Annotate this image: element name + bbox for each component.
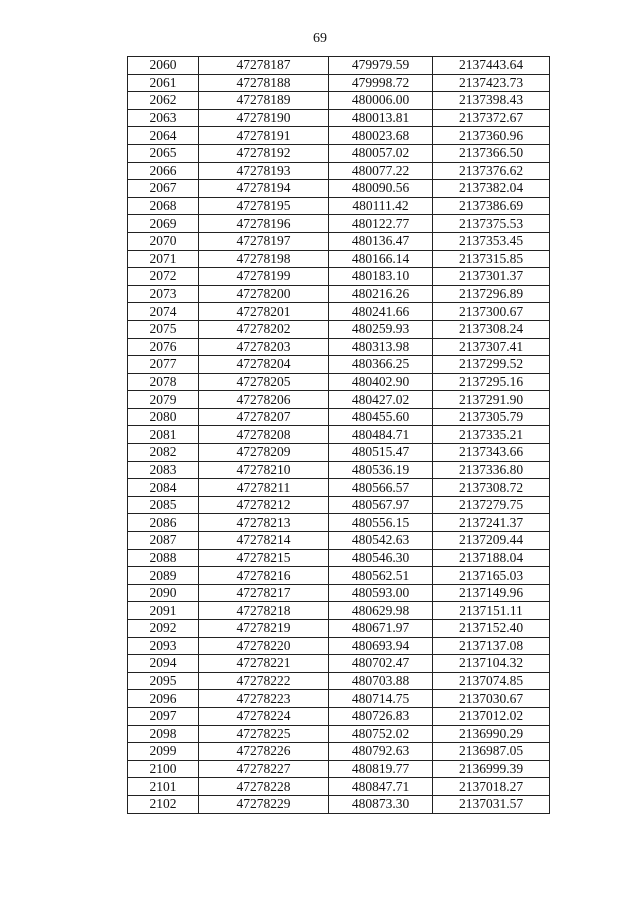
x-coordinate-cell: 480567.97 [329, 496, 433, 514]
point-id-cell: 47278226 [199, 743, 329, 761]
point-id-cell: 47278187 [199, 57, 329, 75]
point-number-cell: 2078 [128, 373, 199, 391]
y-coordinate-cell: 2137315.85 [433, 250, 550, 268]
table-row [128, 637, 550, 655]
point-id-cell: 47278217 [199, 584, 329, 602]
point-number-cell: 2090 [128, 584, 199, 602]
point-number-cell: 2093 [128, 637, 199, 655]
point-id-cell: 47278201 [199, 303, 329, 321]
x-coordinate-cell: 480752.02 [329, 725, 433, 743]
table-row [128, 549, 550, 567]
point-id-cell: 47278198 [199, 250, 329, 268]
y-coordinate-cell: 2137137.08 [433, 637, 550, 655]
point-number-cell: 2100 [128, 760, 199, 778]
point-id-cell: 47278222 [199, 672, 329, 690]
point-id-cell: 47278224 [199, 707, 329, 725]
y-coordinate-cell: 2137209.44 [433, 532, 550, 550]
point-number-cell: 2063 [128, 109, 199, 127]
point-number-cell: 2096 [128, 690, 199, 708]
point-number-cell: 2071 [128, 250, 199, 268]
point-number-cell: 2086 [128, 514, 199, 532]
y-coordinate-cell: 2137386.69 [433, 197, 550, 215]
x-coordinate-cell: 480792.63 [329, 743, 433, 761]
point-number-cell: 2102 [128, 795, 199, 813]
x-coordinate-cell: 480556.15 [329, 514, 433, 532]
y-coordinate-cell: 2137398.43 [433, 92, 550, 110]
x-coordinate-cell: 480090.56 [329, 180, 433, 198]
table-row [128, 373, 550, 391]
x-coordinate-cell: 480455.60 [329, 408, 433, 426]
table-row [128, 496, 550, 514]
point-id-cell: 47278202 [199, 320, 329, 338]
x-coordinate-cell: 479998.72 [329, 74, 433, 92]
y-coordinate-cell: 2137366.50 [433, 144, 550, 162]
x-coordinate-cell: 480111.42 [329, 197, 433, 215]
table-row [128, 92, 550, 110]
y-coordinate-cell: 2137335.21 [433, 426, 550, 444]
point-id-cell: 47278200 [199, 285, 329, 303]
x-coordinate-cell: 480013.81 [329, 109, 433, 127]
x-coordinate-cell: 480166.14 [329, 250, 433, 268]
point-number-cell: 2097 [128, 707, 199, 725]
table-row [128, 408, 550, 426]
x-coordinate-cell: 480546.30 [329, 549, 433, 567]
y-coordinate-cell: 2137305.79 [433, 408, 550, 426]
y-coordinate-cell: 2137151.11 [433, 602, 550, 620]
table-row [128, 268, 550, 286]
x-coordinate-cell: 480873.30 [329, 795, 433, 813]
point-id-cell: 47278208 [199, 426, 329, 444]
table-row [128, 461, 550, 479]
point-number-cell: 2101 [128, 778, 199, 796]
y-coordinate-cell: 2136987.05 [433, 743, 550, 761]
point-number-cell: 2062 [128, 92, 199, 110]
table-row [128, 356, 550, 374]
y-coordinate-cell: 2137188.04 [433, 549, 550, 567]
point-number-cell: 2065 [128, 144, 199, 162]
x-coordinate-cell: 480366.25 [329, 356, 433, 374]
point-number-cell: 2082 [128, 444, 199, 462]
y-coordinate-cell: 2137031.57 [433, 795, 550, 813]
table-row [128, 795, 550, 813]
x-coordinate-cell: 480241.66 [329, 303, 433, 321]
table-row [128, 144, 550, 162]
table-row [128, 725, 550, 743]
x-coordinate-cell: 480703.88 [329, 672, 433, 690]
point-id-cell: 47278193 [199, 162, 329, 180]
x-coordinate-cell: 480542.63 [329, 532, 433, 550]
point-id-cell: 47278223 [199, 690, 329, 708]
y-coordinate-cell: 2137301.37 [433, 268, 550, 286]
x-coordinate-cell: 480562.51 [329, 567, 433, 585]
y-coordinate-cell: 2137074.85 [433, 672, 550, 690]
table-row [128, 690, 550, 708]
y-coordinate-cell: 2137336.80 [433, 461, 550, 479]
table-row [128, 338, 550, 356]
point-number-cell: 2081 [128, 426, 199, 444]
x-coordinate-cell: 480216.26 [329, 285, 433, 303]
y-coordinate-cell: 2137241.37 [433, 514, 550, 532]
point-id-cell: 47278196 [199, 215, 329, 233]
point-id-cell: 47278212 [199, 496, 329, 514]
point-id-cell: 47278211 [199, 479, 329, 497]
point-number-cell: 2060 [128, 57, 199, 75]
y-coordinate-cell: 2137152.40 [433, 620, 550, 638]
x-coordinate-cell: 480402.90 [329, 373, 433, 391]
y-coordinate-cell: 2137307.41 [433, 338, 550, 356]
table-body [128, 57, 550, 814]
y-coordinate-cell: 2137300.67 [433, 303, 550, 321]
point-id-cell: 47278194 [199, 180, 329, 198]
x-coordinate-cell: 480702.47 [329, 655, 433, 673]
y-coordinate-cell: 2137012.02 [433, 707, 550, 725]
point-number-cell: 2098 [128, 725, 199, 743]
point-id-cell: 47278207 [199, 408, 329, 426]
point-number-cell: 2064 [128, 127, 199, 145]
point-number-cell: 2099 [128, 743, 199, 761]
x-coordinate-cell: 480693.94 [329, 637, 433, 655]
point-number-cell: 2091 [128, 602, 199, 620]
y-coordinate-cell: 2137343.66 [433, 444, 550, 462]
y-coordinate-cell: 2137279.75 [433, 496, 550, 514]
point-number-cell: 2069 [128, 215, 199, 233]
x-coordinate-cell: 480593.00 [329, 584, 433, 602]
table-row [128, 303, 550, 321]
table-row [128, 232, 550, 250]
x-coordinate-cell: 480671.97 [329, 620, 433, 638]
point-number-cell: 2083 [128, 461, 199, 479]
point-number-cell: 2072 [128, 268, 199, 286]
y-coordinate-cell: 2136990.29 [433, 725, 550, 743]
point-id-cell: 47278197 [199, 232, 329, 250]
point-number-cell: 2095 [128, 672, 199, 690]
point-id-cell: 47278206 [199, 391, 329, 409]
x-coordinate-cell: 480122.77 [329, 215, 433, 233]
table-row [128, 584, 550, 602]
point-id-cell: 47278192 [199, 144, 329, 162]
y-coordinate-cell: 2136999.39 [433, 760, 550, 778]
y-coordinate-cell: 2137165.03 [433, 567, 550, 585]
x-coordinate-cell: 480136.47 [329, 232, 433, 250]
table-row [128, 426, 550, 444]
x-coordinate-cell: 480536.19 [329, 461, 433, 479]
y-coordinate-cell: 2137149.96 [433, 584, 550, 602]
point-number-cell: 2092 [128, 620, 199, 638]
point-id-cell: 47278229 [199, 795, 329, 813]
point-number-cell: 2075 [128, 320, 199, 338]
table-row [128, 57, 550, 75]
point-id-cell: 47278209 [199, 444, 329, 462]
x-coordinate-cell: 480259.93 [329, 320, 433, 338]
point-id-cell: 47278221 [199, 655, 329, 673]
table-row [128, 567, 550, 585]
point-number-cell: 2068 [128, 197, 199, 215]
table-row [128, 707, 550, 725]
x-coordinate-cell: 480629.98 [329, 602, 433, 620]
x-coordinate-cell: 480427.02 [329, 391, 433, 409]
coordinates-table [127, 56, 550, 814]
x-coordinate-cell: 480006.00 [329, 92, 433, 110]
table-row [128, 444, 550, 462]
x-coordinate-cell: 480819.77 [329, 760, 433, 778]
y-coordinate-cell: 2137372.67 [433, 109, 550, 127]
point-number-cell: 2070 [128, 232, 199, 250]
x-coordinate-cell: 479979.59 [329, 57, 433, 75]
point-id-cell: 47278191 [199, 127, 329, 145]
point-number-cell: 2079 [128, 391, 199, 409]
y-coordinate-cell: 2137291.90 [433, 391, 550, 409]
point-id-cell: 47278215 [199, 549, 329, 567]
table-row [128, 514, 550, 532]
y-coordinate-cell: 2137360.96 [433, 127, 550, 145]
point-number-cell: 2087 [128, 532, 199, 550]
point-id-cell: 47278188 [199, 74, 329, 92]
y-coordinate-cell: 2137375.53 [433, 215, 550, 233]
point-number-cell: 2080 [128, 408, 199, 426]
x-coordinate-cell: 480023.68 [329, 127, 433, 145]
point-id-cell: 47278216 [199, 567, 329, 585]
point-id-cell: 47278199 [199, 268, 329, 286]
point-id-cell: 47278225 [199, 725, 329, 743]
point-number-cell: 2094 [128, 655, 199, 673]
table-row [128, 285, 550, 303]
table-row [128, 743, 550, 761]
y-coordinate-cell: 2137443.64 [433, 57, 550, 75]
y-coordinate-cell: 2137353.45 [433, 232, 550, 250]
x-coordinate-cell: 480847.71 [329, 778, 433, 796]
x-coordinate-cell: 480515.47 [329, 444, 433, 462]
point-id-cell: 47278227 [199, 760, 329, 778]
table-row [128, 320, 550, 338]
y-coordinate-cell: 2137308.24 [433, 320, 550, 338]
point-number-cell: 2076 [128, 338, 199, 356]
y-coordinate-cell: 2137104.32 [433, 655, 550, 673]
point-number-cell: 2066 [128, 162, 199, 180]
point-number-cell: 2088 [128, 549, 199, 567]
y-coordinate-cell: 2137299.52 [433, 356, 550, 374]
y-coordinate-cell: 2137376.62 [433, 162, 550, 180]
y-coordinate-cell: 2137308.72 [433, 479, 550, 497]
table-row [128, 127, 550, 145]
point-id-cell: 47278204 [199, 356, 329, 374]
table-row [128, 215, 550, 233]
y-coordinate-cell: 2137382.04 [433, 180, 550, 198]
table-row [128, 620, 550, 638]
x-coordinate-cell: 480726.83 [329, 707, 433, 725]
point-id-cell: 47278205 [199, 373, 329, 391]
x-coordinate-cell: 480183.10 [329, 268, 433, 286]
table-row [128, 602, 550, 620]
point-id-cell: 47278228 [199, 778, 329, 796]
table-row [128, 250, 550, 268]
table-row [128, 180, 550, 198]
point-id-cell: 47278195 [199, 197, 329, 215]
x-coordinate-cell: 480313.98 [329, 338, 433, 356]
point-number-cell: 2089 [128, 567, 199, 585]
table-row [128, 532, 550, 550]
table-row [128, 760, 550, 778]
x-coordinate-cell: 480057.02 [329, 144, 433, 162]
x-coordinate-cell: 480077.22 [329, 162, 433, 180]
y-coordinate-cell: 2137295.16 [433, 373, 550, 391]
point-number-cell: 2073 [128, 285, 199, 303]
point-number-cell: 2077 [128, 356, 199, 374]
point-number-cell: 2085 [128, 496, 199, 514]
point-id-cell: 47278210 [199, 461, 329, 479]
table-row [128, 109, 550, 127]
y-coordinate-cell: 2137018.27 [433, 778, 550, 796]
point-id-cell: 47278218 [199, 602, 329, 620]
table-row [128, 778, 550, 796]
point-id-cell: 47278213 [199, 514, 329, 532]
y-coordinate-cell: 2137030.67 [433, 690, 550, 708]
x-coordinate-cell: 480484.71 [329, 426, 433, 444]
point-number-cell: 2084 [128, 479, 199, 497]
point-id-cell: 47278190 [199, 109, 329, 127]
point-number-cell: 2074 [128, 303, 199, 321]
table-row [128, 197, 550, 215]
y-coordinate-cell: 2137296.89 [433, 285, 550, 303]
table-row [128, 162, 550, 180]
table-row [128, 479, 550, 497]
point-id-cell: 47278203 [199, 338, 329, 356]
x-coordinate-cell: 480714.75 [329, 690, 433, 708]
table-row [128, 655, 550, 673]
point-number-cell: 2061 [128, 74, 199, 92]
y-coordinate-cell: 2137423.73 [433, 74, 550, 92]
point-id-cell: 47278214 [199, 532, 329, 550]
point-id-cell: 47278219 [199, 620, 329, 638]
page-number: 69 [313, 31, 327, 46]
point-number-cell: 2067 [128, 180, 199, 198]
point-id-cell: 47278189 [199, 92, 329, 110]
table-row [128, 74, 550, 92]
x-coordinate-cell: 480566.57 [329, 479, 433, 497]
table-row [128, 672, 550, 690]
table-row [128, 391, 550, 409]
point-id-cell: 47278220 [199, 637, 329, 655]
